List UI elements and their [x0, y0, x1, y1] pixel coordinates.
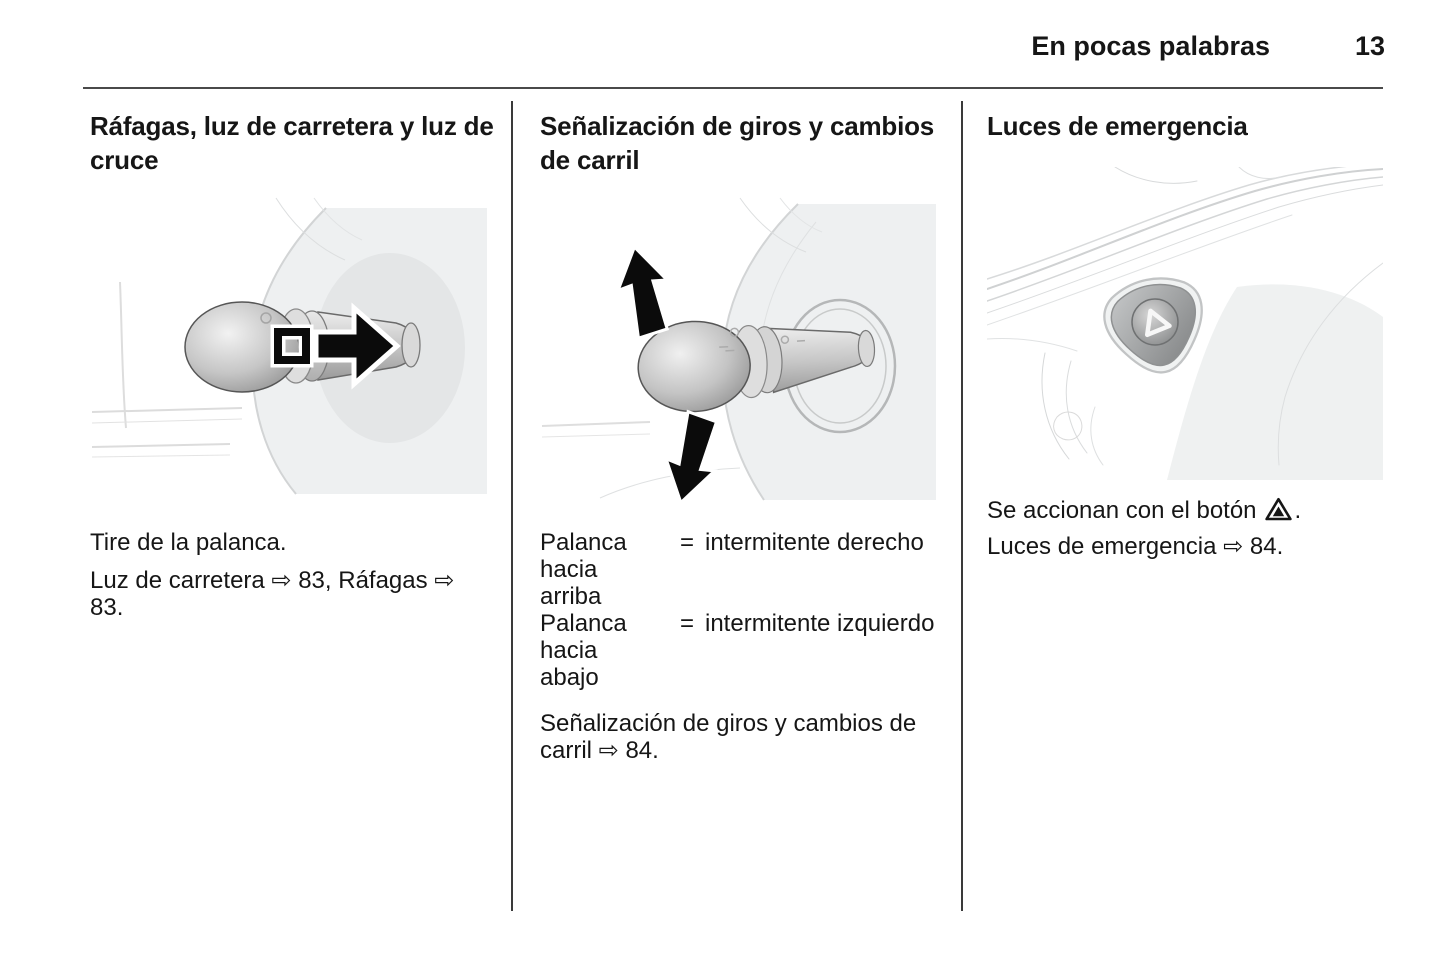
definition-term: Palanca hacia abajo	[540, 610, 627, 691]
equals-sign: =	[680, 610, 695, 637]
turn-signal-up-down-illustration	[540, 196, 936, 512]
section-turn-lane-signals	[540, 0, 936, 965]
turn-signal-lever-pull-illustration	[90, 196, 487, 506]
section-flash-highbeam-lowbeam	[90, 0, 494, 965]
section-heading: Señalización de giros y cambios de carril	[540, 111, 935, 175]
hazard-usage-text	[987, 497, 1383, 524]
page-header-section-title: En pocas palabras	[1031, 31, 1270, 61]
lever-up-arrow-icon	[610, 242, 678, 340]
column-divider-1	[511, 101, 513, 911]
hazard-button-illustration	[987, 167, 1383, 480]
section-heading: Luces de emergencia	[987, 111, 1248, 141]
section-hazard-warning-flashers	[987, 0, 1383, 965]
definition-meaning: intermitente derecho	[705, 529, 924, 556]
column-divider-2	[961, 101, 963, 911]
page-number: 13	[1354, 31, 1385, 61]
instruction-text: Tire de la palanca.	[90, 529, 287, 556]
section-heading: Ráfagas, luz de carretera y luz de cruce	[90, 111, 494, 175]
hazard-warning-icon	[1265, 497, 1292, 521]
hazard-warning-button	[1098, 270, 1213, 382]
section-body	[90, 529, 487, 621]
definition-list	[540, 529, 936, 691]
definition-meaning: intermitente izquierdo	[705, 610, 935, 637]
lever-pull-drawing	[90, 196, 487, 506]
reference-text: Señalización de giros y cambios de carril ⇨ 84.	[540, 710, 917, 764]
section-body	[987, 497, 1383, 560]
lever-up-down-drawing	[540, 196, 936, 512]
hazard-button-drawing	[987, 167, 1383, 480]
hazard-usage-text-start: Se accionan con el botón	[987, 497, 1257, 524]
hazard-usage-text-end: .	[1294, 497, 1302, 524]
definition-term: Palanca hacia arriba	[540, 529, 627, 610]
section-body	[540, 529, 936, 764]
lever-down-arrow-icon	[657, 409, 727, 508]
reference-text: Luz de carretera ⇨ 83, Ráfagas ⇨ 83.	[90, 567, 455, 621]
reference-text: Luces de emergencia ⇨ 84.	[987, 533, 1284, 560]
equals-sign: =	[680, 529, 695, 556]
